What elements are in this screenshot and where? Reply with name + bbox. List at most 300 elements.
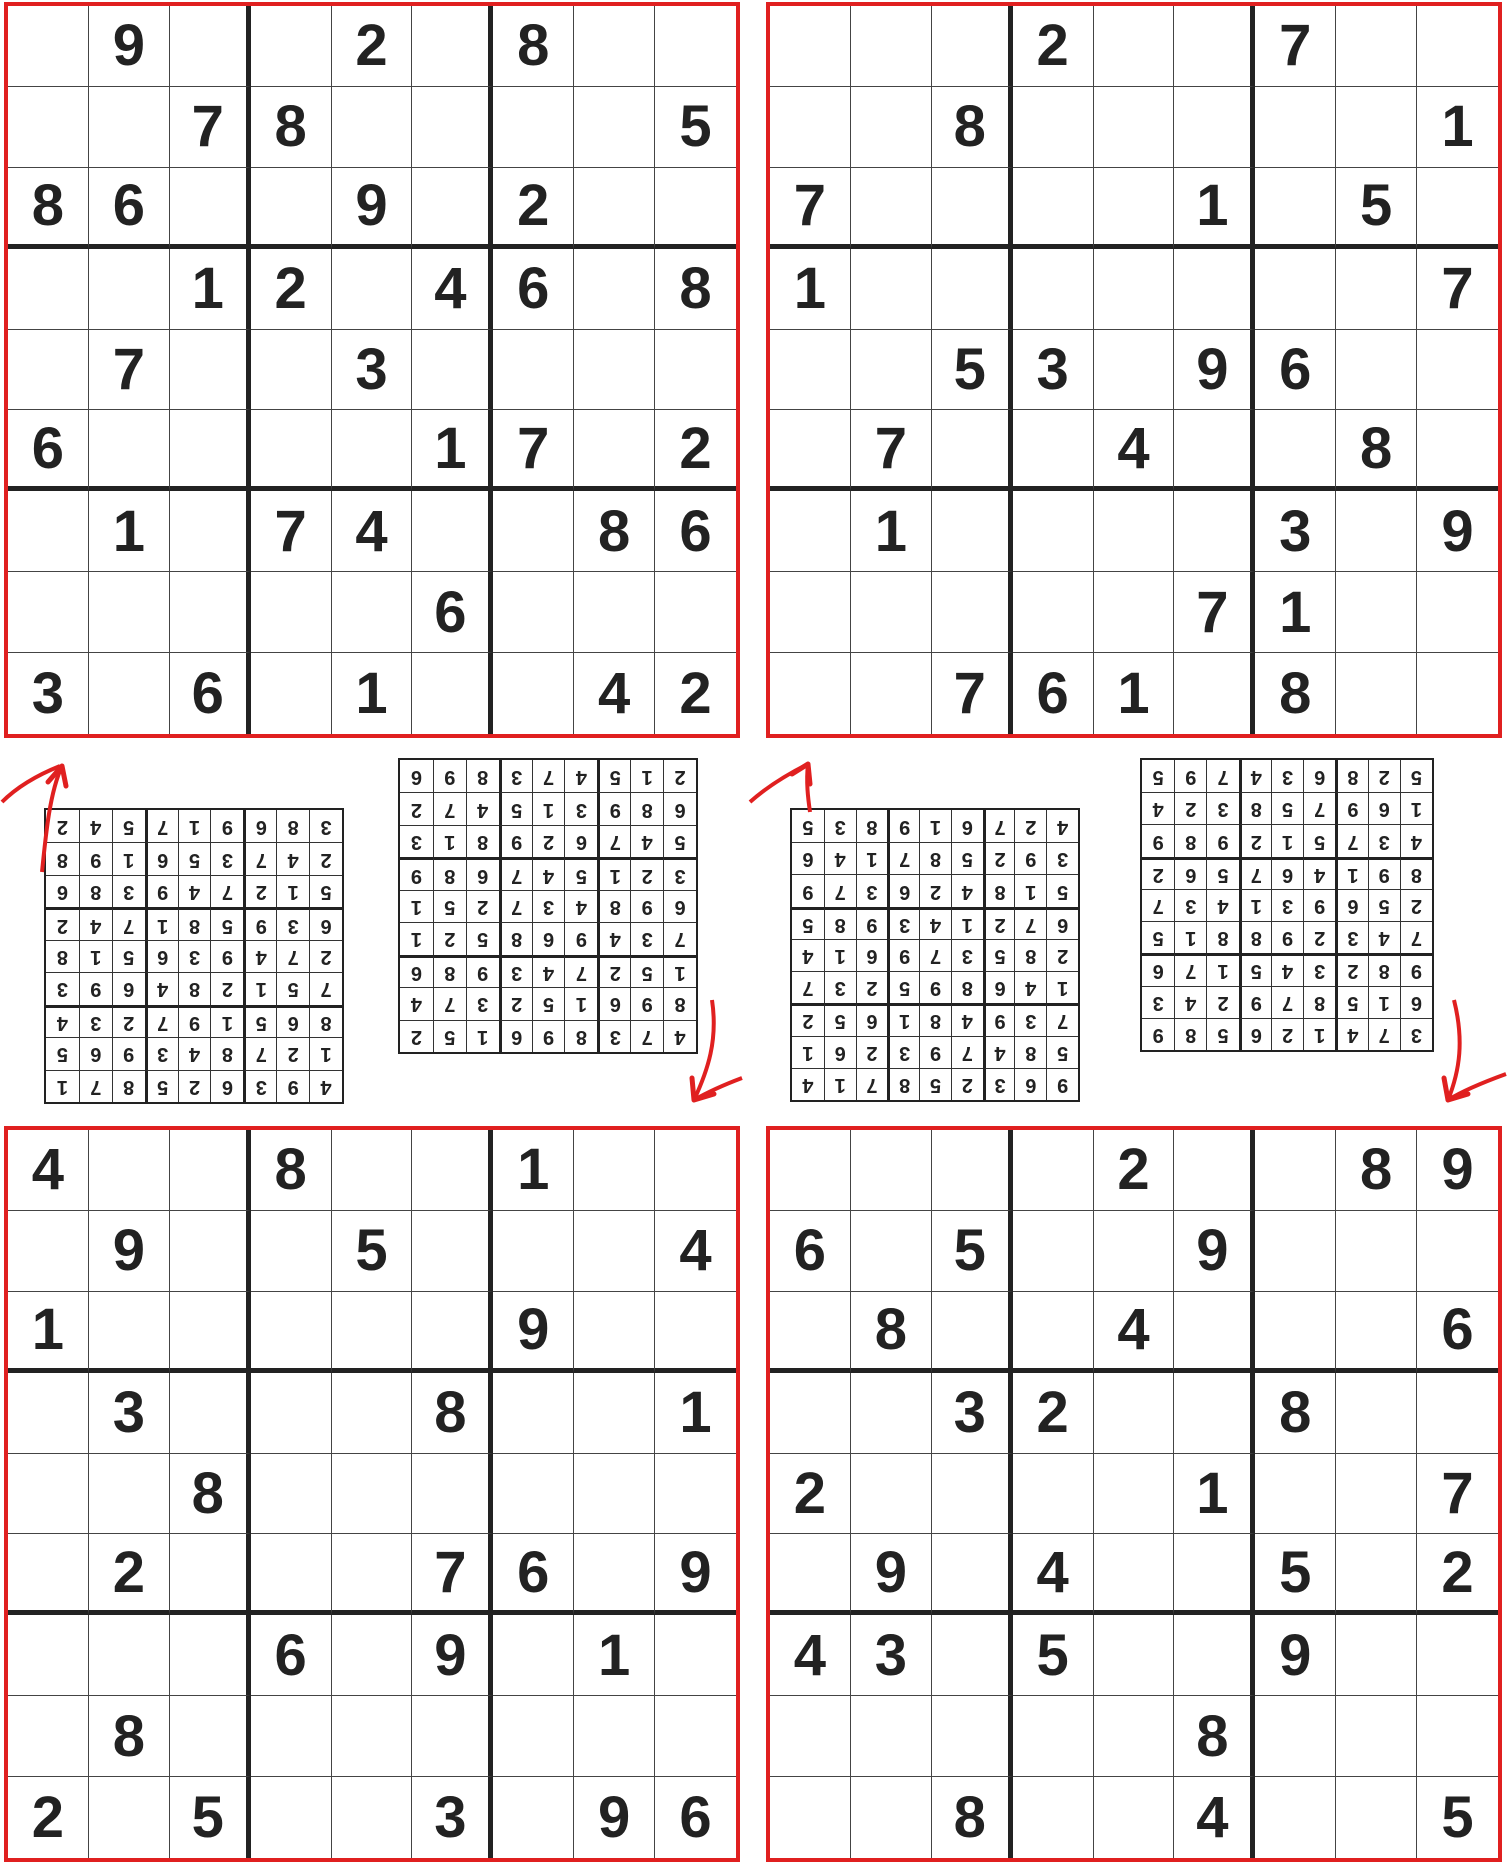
sudoku-cell[interactable]: 5 (1336, 168, 1417, 249)
sudoku-cell[interactable] (1417, 572, 1498, 653)
sudoku-cell[interactable] (8, 330, 89, 411)
sudoku-cell[interactable] (1255, 249, 1336, 330)
sudoku-cell[interactable] (1013, 1777, 1094, 1858)
sudoku-cell[interactable] (493, 87, 574, 168)
sudoku-cell[interactable]: 8 (412, 1373, 493, 1454)
sudoku-cell[interactable] (851, 572, 932, 653)
sudoku-cell[interactable]: 5 (655, 87, 736, 168)
sudoku-cell[interactable] (251, 1211, 332, 1292)
sudoku-cell[interactable]: 8 (493, 6, 574, 87)
sudoku-cell[interactable] (251, 653, 332, 734)
sudoku-cell[interactable]: 1 (493, 1130, 574, 1211)
sudoku-cell[interactable] (170, 1373, 251, 1454)
sudoku-cell[interactable] (1174, 1615, 1255, 1696)
sudoku-cell[interactable]: 7 (493, 410, 574, 491)
sudoku-cell[interactable] (8, 572, 89, 653)
sudoku-cell[interactable]: 2 (679, 661, 712, 727)
sudoku-cell[interactable] (493, 1373, 574, 1454)
sudoku-cell[interactable] (1336, 249, 1417, 330)
sudoku-cell[interactable] (851, 1777, 932, 1858)
sudoku-cell[interactable] (8, 87, 89, 168)
sudoku-cell[interactable] (1417, 330, 1498, 411)
sudoku-cell[interactable] (1255, 168, 1336, 249)
sudoku-cell[interactable]: 1 (770, 249, 851, 330)
sudoku-cell[interactable] (770, 410, 851, 491)
sudoku-cell[interactable]: 1 (412, 410, 493, 491)
sudoku-cell[interactable] (851, 1696, 932, 1777)
sudoku-cell[interactable] (1336, 653, 1417, 734)
sudoku-cell[interactable] (332, 1292, 413, 1373)
sudoku-cell[interactable] (412, 1454, 493, 1535)
sudoku-cell[interactable] (251, 1534, 332, 1615)
sudoku-cell[interactable]: 9 (1417, 491, 1498, 572)
sudoku-cell[interactable] (574, 1211, 655, 1292)
sudoku-cell[interactable]: 9 (851, 1534, 932, 1615)
sudoku-cell[interactable] (851, 249, 932, 330)
sudoku-cell[interactable]: 4 (770, 1615, 851, 1696)
sudoku-cell[interactable]: 9 (89, 1211, 170, 1292)
sudoku-cell[interactable] (770, 1292, 851, 1373)
sudoku-cell[interactable] (574, 410, 655, 491)
sudoku-cell[interactable]: 7 (251, 491, 332, 572)
sudoku-cell[interactable]: 2 (493, 168, 574, 249)
sudoku-cell[interactable] (332, 1696, 413, 1777)
sudoku-cell[interactable]: 9 (1417, 1130, 1498, 1211)
sudoku-cell[interactable]: 7 (412, 1534, 493, 1615)
sudoku-cell[interactable] (332, 1373, 413, 1454)
sudoku-cell[interactable] (412, 1696, 493, 1777)
sudoku-cell[interactable] (932, 1454, 1013, 1535)
sudoku-cell[interactable] (574, 572, 655, 653)
sudoku-cell[interactable]: 5 (1441, 1785, 1474, 1851)
sudoku-cell[interactable] (8, 491, 89, 572)
sudoku-cell[interactable] (1255, 87, 1336, 168)
sudoku-cell[interactable]: 2 (770, 1454, 851, 1535)
sudoku-cell[interactable] (89, 1615, 170, 1696)
sudoku-cell[interactable] (493, 1696, 574, 1777)
sudoku-cell[interactable]: 2 (655, 410, 736, 491)
sudoku-cell[interactable]: 8 (932, 87, 1013, 168)
sudoku-cell[interactable] (1174, 410, 1255, 491)
sudoku-cell[interactable] (1174, 491, 1255, 572)
sudoku-cell[interactable] (412, 491, 493, 572)
sudoku-cell[interactable]: 9 (655, 1534, 736, 1615)
sudoku-cell[interactable] (655, 1615, 736, 1696)
sudoku-cell[interactable] (932, 249, 1013, 330)
sudoku-cell[interactable] (1336, 1534, 1417, 1615)
sudoku-cell[interactable] (170, 330, 251, 411)
sudoku-cell[interactable] (655, 1454, 736, 1535)
sudoku-cell[interactable] (851, 6, 932, 87)
sudoku-cell[interactable] (932, 1615, 1013, 1696)
sudoku-cell[interactable] (655, 168, 736, 249)
sudoku-cell[interactable] (574, 249, 655, 330)
sudoku-cell[interactable]: 9 (493, 1292, 574, 1373)
sudoku-cell[interactable] (1013, 1130, 1094, 1211)
sudoku-cell[interactable] (574, 1454, 655, 1535)
sudoku-cell[interactable] (170, 1696, 251, 1777)
sudoku-cell[interactable] (1094, 1777, 1175, 1858)
sudoku-cell[interactable]: 6 (8, 410, 89, 491)
sudoku-cell[interactable]: 3 (89, 1373, 170, 1454)
sudoku-cell[interactable] (251, 1373, 332, 1454)
sudoku-cell[interactable] (1013, 1454, 1094, 1535)
sudoku-cell[interactable] (170, 168, 251, 249)
sudoku-cell[interactable] (932, 1534, 1013, 1615)
sudoku-cell[interactable]: 6 (412, 572, 493, 653)
sudoku-cell[interactable] (770, 572, 851, 653)
sudoku-cell[interactable]: 1 (851, 491, 932, 572)
sudoku-cell[interactable]: 8 (170, 1454, 251, 1535)
sudoku-cell[interactable] (1094, 572, 1175, 653)
sudoku-cell[interactable] (770, 87, 851, 168)
sudoku-cell[interactable]: 4 (1094, 410, 1175, 491)
sudoku-cell[interactable]: 4 (655, 1211, 736, 1292)
sudoku-cell[interactable]: 7 (770, 168, 851, 249)
sudoku-cell[interactable]: 7 (1255, 6, 1336, 87)
sudoku-cell[interactable] (1094, 330, 1175, 411)
sudoku-cell[interactable]: 6 (493, 249, 574, 330)
sudoku-cell[interactable]: 2 (1094, 1130, 1175, 1211)
sudoku-cell[interactable]: 4 (1013, 1534, 1094, 1615)
sudoku-cell[interactable] (1094, 249, 1175, 330)
sudoku-cell[interactable]: 4 (1174, 1777, 1255, 1858)
sudoku-cell[interactable]: 8 (655, 249, 736, 330)
sudoku-cell[interactable] (89, 653, 170, 734)
sudoku-cell[interactable] (8, 249, 89, 330)
sudoku-cell[interactable] (251, 1292, 332, 1373)
sudoku-cell[interactable] (1255, 1777, 1336, 1858)
sudoku-cell[interactable] (1013, 1292, 1094, 1373)
sudoku-cell[interactable] (1336, 1777, 1417, 1858)
sudoku-cell[interactable] (493, 572, 574, 653)
sudoku-cell[interactable] (1094, 1615, 1175, 1696)
sudoku-cell[interactable] (770, 653, 851, 734)
sudoku-cell[interactable] (1094, 1534, 1175, 1615)
sudoku-cell[interactable] (1094, 491, 1175, 572)
sudoku-cell[interactable] (574, 330, 655, 411)
sudoku-cell[interactable] (493, 1615, 574, 1696)
sudoku-cell[interactable]: 3 (851, 1615, 932, 1696)
sudoku-cell[interactable]: 1 (170, 249, 251, 330)
sudoku-cell[interactable] (851, 87, 932, 168)
sudoku-cell[interactable] (332, 87, 413, 168)
sudoku-cell[interactable] (493, 491, 574, 572)
sudoku-cell[interactable]: 9 (1255, 1615, 1336, 1696)
sudoku-cell[interactable] (1094, 1373, 1175, 1454)
sudoku-cell[interactable] (574, 168, 655, 249)
sudoku-cell[interactable]: 8 (251, 87, 332, 168)
sudoku-cell[interactable]: 9 (1174, 330, 1255, 411)
sudoku-cell[interactable] (1336, 1696, 1417, 1777)
sudoku-cell[interactable] (332, 1777, 413, 1858)
sudoku-cell[interactable] (1417, 1615, 1498, 1696)
sudoku-cell[interactable] (770, 1130, 851, 1211)
sudoku-cell[interactable]: 3 (412, 1777, 493, 1858)
sudoku-cell[interactable] (655, 6, 736, 87)
sudoku-cell[interactable]: 9 (412, 1615, 493, 1696)
sudoku-cell[interactable] (932, 572, 1013, 653)
sudoku-cell[interactable] (1255, 410, 1336, 491)
sudoku-cell[interactable]: 4 (412, 249, 493, 330)
sudoku-cell[interactable]: 6 (770, 1211, 851, 1292)
sudoku-cell[interactable]: 6 (1417, 1292, 1498, 1373)
sudoku-cell[interactable] (89, 1777, 170, 1858)
sudoku-cell[interactable] (170, 572, 251, 653)
sudoku-cell[interactable]: 2 (251, 249, 332, 330)
sudoku-cell[interactable] (332, 410, 413, 491)
sudoku-cell[interactable]: 1 (574, 1615, 655, 1696)
sudoku-cell[interactable] (1255, 1696, 1336, 1777)
sudoku-cell[interactable] (1174, 6, 1255, 87)
sudoku-cell[interactable] (1255, 1454, 1336, 1535)
sudoku-cell[interactable] (932, 491, 1013, 572)
sudoku-cell[interactable]: 7 (851, 410, 932, 491)
sudoku-cell[interactable] (332, 1454, 413, 1535)
sudoku-cell[interactable] (251, 6, 332, 87)
sudoku-cell[interactable] (574, 1292, 655, 1373)
sudoku-cell[interactable] (1417, 1211, 1498, 1292)
sudoku-cell[interactable]: 6 (89, 168, 170, 249)
sudoku-cell[interactable] (574, 1373, 655, 1454)
sudoku-cell[interactable]: 3 (8, 653, 89, 734)
sudoku-cell[interactable]: 6 (655, 491, 736, 572)
sudoku-cell[interactable]: 8 (1255, 1373, 1336, 1454)
sudoku-cell[interactable]: 9 (332, 168, 413, 249)
sudoku-cell[interactable] (412, 653, 493, 734)
sudoku-cell[interactable] (655, 1696, 736, 1777)
sudoku-cell[interactable] (493, 1454, 574, 1535)
sudoku-cell[interactable]: 3 (1255, 491, 1336, 572)
sudoku-cell[interactable] (1013, 168, 1094, 249)
sudoku-cell[interactable] (1255, 1292, 1336, 1373)
sudoku-cell[interactable]: 4 (1094, 1292, 1175, 1373)
sudoku-cell[interactable] (574, 6, 655, 87)
sudoku-cell[interactable] (251, 410, 332, 491)
sudoku-cell[interactable] (770, 1534, 851, 1615)
sudoku-cell[interactable]: 8 (574, 491, 655, 572)
sudoku-cell[interactable] (1013, 1696, 1094, 1777)
sudoku-cell[interactable] (412, 87, 493, 168)
sudoku-cell[interactable] (1336, 330, 1417, 411)
sudoku-cell[interactable] (8, 1454, 89, 1535)
sudoku-cell[interactable]: 8 (8, 168, 89, 249)
sudoku-cell[interactable] (1174, 1130, 1255, 1211)
sudoku-cell[interactable] (8, 1615, 89, 1696)
sudoku-cell[interactable] (251, 168, 332, 249)
sudoku-cell[interactable] (655, 1292, 736, 1373)
sudoku-cell[interactable]: 1 (1174, 1454, 1255, 1535)
sudoku-cell[interactable] (1094, 1696, 1175, 1777)
sudoku-cell[interactable] (770, 1696, 851, 1777)
sudoku-cell[interactable] (1174, 1292, 1255, 1373)
sudoku-cell[interactable]: 7 (89, 330, 170, 411)
sudoku-cell[interactable] (1174, 249, 1255, 330)
sudoku-cell[interactable] (170, 1615, 251, 1696)
sudoku-cell[interactable]: 1 (89, 491, 170, 572)
sudoku-cell[interactable]: 8 (1174, 1696, 1255, 1777)
sudoku-cell[interactable] (1255, 1130, 1336, 1211)
sudoku-cell[interactable] (1174, 1534, 1255, 1615)
sudoku-cell[interactable]: 6 (170, 653, 251, 734)
sudoku-cell[interactable] (1013, 87, 1094, 168)
sudoku-cell[interactable] (574, 87, 655, 168)
sudoku-cell[interactable] (655, 1130, 736, 1211)
sudoku-cell[interactable] (770, 491, 851, 572)
sudoku-cell[interactable] (412, 1211, 493, 1292)
sudoku-cell[interactable]: 7 (1417, 1454, 1498, 1535)
sudoku-cell[interactable]: 1 (1174, 168, 1255, 249)
sudoku-cell[interactable]: 8 (1255, 653, 1336, 734)
sudoku-cell[interactable]: 5 (170, 1777, 251, 1858)
sudoku-cell[interactable]: 9 (89, 6, 170, 87)
sudoku-cell[interactable] (574, 1696, 655, 1777)
sudoku-cell[interactable] (655, 572, 736, 653)
sudoku-cell[interactable]: 3 (1013, 330, 1094, 411)
sudoku-cell[interactable]: 8 (1336, 1130, 1417, 1211)
sudoku-cell[interactable] (1336, 572, 1417, 653)
sudoku-cell[interactable]: 2 (332, 6, 413, 87)
sudoku-cell[interactable] (1336, 1615, 1417, 1696)
sudoku-cell[interactable] (332, 249, 413, 330)
sudoku-cell[interactable] (89, 1130, 170, 1211)
sudoku-cell[interactable] (89, 87, 170, 168)
sudoku-cell[interactable] (170, 1211, 251, 1292)
sudoku-cell[interactable] (1336, 1373, 1417, 1454)
sudoku-cell[interactable] (932, 1696, 1013, 1777)
sudoku-cell[interactable] (655, 330, 736, 411)
sudoku-cell[interactable] (851, 1454, 932, 1535)
sudoku-cell[interactable]: 5 (1013, 1615, 1094, 1696)
sudoku-cell[interactable] (1417, 168, 1498, 249)
sudoku-cell[interactable]: 1 (1094, 653, 1175, 734)
sudoku-cell[interactable]: 6 (1013, 653, 1094, 734)
sudoku-cell[interactable] (1013, 1211, 1094, 1292)
sudoku-cell[interactable] (574, 1130, 655, 1211)
sudoku-cell[interactable] (851, 1373, 932, 1454)
sudoku-cell[interactable] (170, 410, 251, 491)
sudoku-cell[interactable]: 2 (8, 1777, 89, 1858)
sudoku-cell[interactable] (1336, 491, 1417, 572)
sudoku-cell[interactable]: 7 (170, 87, 251, 168)
sudoku-cell[interactable]: 4 (332, 491, 413, 572)
sudoku-cell[interactable]: 9 (574, 1777, 655, 1858)
sudoku-cell[interactable] (332, 1130, 413, 1211)
sudoku-cell[interactable] (8, 1373, 89, 1454)
sudoku-cell[interactable] (1336, 87, 1417, 168)
sudoku-cell[interactable] (170, 1292, 251, 1373)
sudoku-cell[interactable]: 7 (1174, 572, 1255, 653)
sudoku-cell[interactable] (493, 1211, 574, 1292)
sudoku-cell[interactable] (1013, 249, 1094, 330)
sudoku-cell[interactable]: 1 (8, 1292, 89, 1373)
sudoku-cell[interactable] (851, 168, 932, 249)
sudoku-cell[interactable] (932, 6, 1013, 87)
sudoku-cell[interactable]: 6 (1255, 330, 1336, 411)
sudoku-cell[interactable] (1417, 410, 1498, 491)
sudoku-cell[interactable]: 6 (251, 1615, 332, 1696)
sudoku-cell[interactable] (1174, 87, 1255, 168)
sudoku-cell[interactable] (8, 6, 89, 87)
sudoku-cell[interactable] (412, 1130, 493, 1211)
sudoku-cell[interactable] (1336, 1211, 1417, 1292)
sudoku-cell[interactable] (770, 6, 851, 87)
sudoku-cell[interactable] (251, 572, 332, 653)
sudoku-cell[interactable] (1013, 410, 1094, 491)
sudoku-cell[interactable] (932, 168, 1013, 249)
sudoku-cell[interactable] (1013, 572, 1094, 653)
sudoku-cell[interactable] (493, 1777, 574, 1858)
sudoku-cell[interactable] (1094, 1211, 1175, 1292)
sudoku-cell[interactable] (8, 1211, 89, 1292)
sudoku-cell[interactable] (1336, 1454, 1417, 1535)
sudoku-cell[interactable] (332, 1615, 413, 1696)
sudoku-cell[interactable] (1417, 1373, 1498, 1454)
sudoku-cell[interactable]: 8 (851, 1292, 932, 1373)
sudoku-cell[interactable] (851, 1130, 932, 1211)
sudoku-cell[interactable] (170, 1130, 251, 1211)
sudoku-cell[interactable] (932, 410, 1013, 491)
sudoku-cell[interactable] (251, 1777, 332, 1858)
sudoku-cell[interactable]: 7 (932, 653, 1013, 734)
sudoku-cell[interactable]: 7 (1417, 249, 1498, 330)
sudoku-cell[interactable] (412, 6, 493, 87)
sudoku-cell[interactable]: 3 (932, 1373, 1013, 1454)
sudoku-cell[interactable] (170, 491, 251, 572)
sudoku-cell[interactable] (770, 1777, 851, 1858)
sudoku-cell[interactable]: 2 (1013, 1373, 1094, 1454)
sudoku-cell[interactable] (170, 6, 251, 87)
sudoku-cell[interactable] (1174, 1373, 1255, 1454)
sudoku-cell[interactable] (574, 1534, 655, 1615)
sudoku-cell[interactable] (332, 572, 413, 653)
sudoku-cell[interactable] (251, 1454, 332, 1535)
sudoku-cell[interactable] (1094, 6, 1175, 87)
sudoku-cell[interactable] (251, 1696, 332, 1777)
sudoku-cell[interactable] (8, 1696, 89, 1777)
sudoku-cell[interactable]: 5 (1255, 1534, 1336, 1615)
sudoku-cell[interactable] (1174, 653, 1255, 734)
sudoku-cell[interactable] (89, 249, 170, 330)
sudoku-cell[interactable] (1336, 6, 1417, 87)
sudoku-cell[interactable]: 5 (332, 1211, 413, 1292)
sudoku-cell[interactable]: 2 (89, 1534, 170, 1615)
sudoku-cell[interactable] (1417, 653, 1498, 734)
sudoku-cell[interactable]: 5 (932, 1211, 1013, 1292)
sudoku-cell[interactable] (89, 1292, 170, 1373)
sudoku-cell[interactable]: 2 (1013, 6, 1094, 87)
sudoku-cell[interactable] (1013, 491, 1094, 572)
sudoku-cell[interactable]: 8 (251, 1130, 332, 1211)
sudoku-cell[interactable] (1417, 1696, 1498, 1777)
sudoku-cell[interactable]: 1 (1417, 87, 1498, 168)
sudoku-cell[interactable] (493, 653, 574, 734)
sudoku-cell[interactable] (851, 1211, 932, 1292)
sudoku-cell[interactable]: 9 (1174, 1211, 1255, 1292)
sudoku-cell[interactable] (89, 572, 170, 653)
sudoku-cell[interactable]: 8 (1336, 410, 1417, 491)
sudoku-cell[interactable] (770, 1373, 851, 1454)
sudoku-cell[interactable]: 3 (332, 330, 413, 411)
sudoku-cell[interactable] (412, 168, 493, 249)
sudoku-cell[interactable] (8, 1534, 89, 1615)
sudoku-cell[interactable]: 6 (679, 1785, 712, 1851)
sudoku-cell[interactable]: 4 (574, 653, 655, 734)
sudoku-cell[interactable] (89, 410, 170, 491)
sudoku-cell[interactable] (1336, 1292, 1417, 1373)
sudoku-cell[interactable]: 1 (655, 1373, 736, 1454)
sudoku-cell[interactable] (251, 330, 332, 411)
